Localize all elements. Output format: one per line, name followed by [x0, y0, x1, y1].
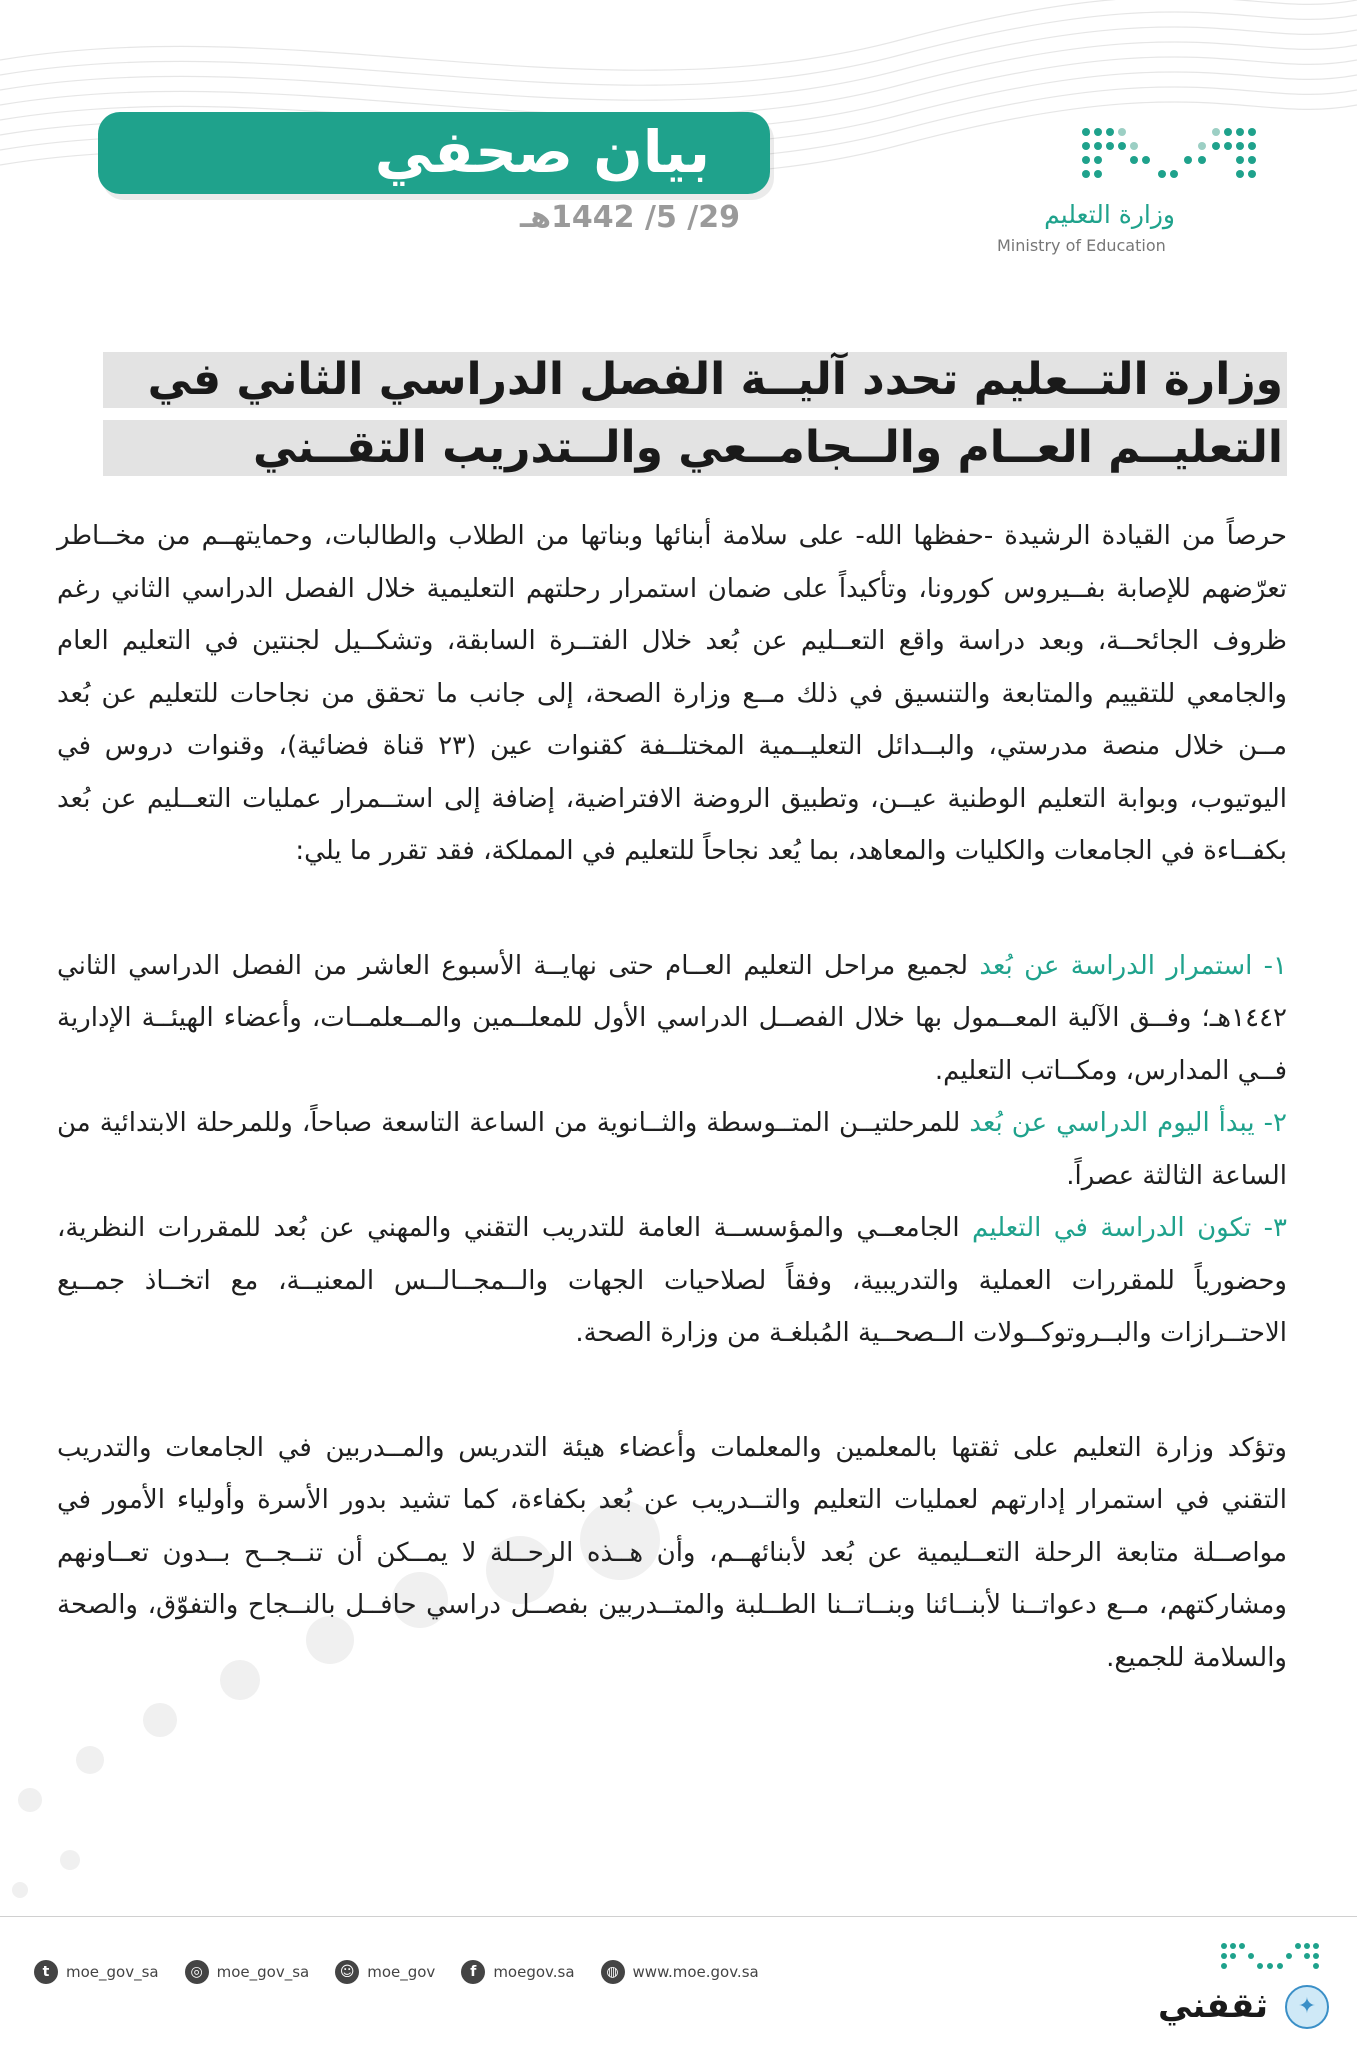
spacer	[57, 1360, 1287, 1422]
banner-title: بيان صحفي	[374, 118, 710, 186]
bulb-icon: ✦	[1285, 1985, 1329, 2029]
ministry-name-arabic: وزارة التعليم	[1044, 200, 1175, 229]
headline	[57, 352, 1287, 488]
decision-item-3-text: الجامعــي والمؤسســة العامة للتدريب التقني والمهني عن بُعد للمقررات النظرية، وحضورياً للمقررات العملية والتدريبية، وفقاً لصلاحيات الجهات والــمجــالــس المعنيــة، مع اتخــاذ جمــيع الاحتــرازات والبــروتوكــولات الــصحــية المُبلغـة من وزارة الصحة.	[57, 1213, 1287, 1348]
decision-item-2-text: للمرحلتيــن المتــوسطة والثــانوية من الساعة التاسعة صباحاً، وللمرحلة الابتدائية من الساعة الثالثة عصراً.	[57, 1108, 1287, 1191]
statement-body	[57, 510, 1287, 1684]
globe-icon: ◍	[601, 1960, 625, 1984]
closing-paragraph: وتؤكد وزارة التعليم على ثقتها بالمعلمين والمعلمات وأعضاء هيئة التدريس والمــدربين في الجامعات والتدريب التقني في استمرار إدارتهم لعمليات التعليم والتــدريب عن بُعد بكفاءة، كما تشيد بدور الأسرة وأولياء الأمور في مواصــلة متابعة الرحلة التعــليمية عن بُعد لأبنائهــم، وأن هــذه الرحــلة لا يمــكن أن تنــجــح بــدون تعــاونهم ومشاركتهم، مــع دعواتــنا لأبنــائنا وبنــاتــنا الطــلبة والمتــدربين بفصــل دراسي حافــل بالنــجاح والتفوّق، والصحة والسلامة للجميع.	[57, 1432, 1287, 1673]
decision-item-1-highlight: ١- استمرار الدراسة عن بُعد	[979, 950, 1288, 981]
footer-logo-icon	[1218, 1940, 1322, 1976]
decision-item-1-text: لجميع مراحل التعليم العــام حتى نهايــة الأسبوع العاشر من الفصل الدراسي الثاني ١٤٤٢هـ؛ وفــق الآلية المعــمول بها خلال الفصــل الدراسي الأول للمعلــمين والمــعلمــات، وأعضاء الهيئــة الإدارية فــي المدارس، ومكــاتب التعليم.	[57, 950, 1287, 1086]
intro-paragraph: حرصاً من القيادة الرشيدة -حفظها الله- على سلامة أبنائها وبناتها من الطلاب والطالبات، وحمايتهــم من مخــاطر تعرّضهم للإصابة بفــيروس كورونا، وتأكيداً على ضمان استمرار رحلتهم التعليمية خلال الفصل الدراسي الثاني رغم ظروف الجائحــة، وبعد دراسة واقع التعــليم عن بُعد خلال الفتــرة السابقة، وتشكــيل لجنتين في التعليم العام والجامعي للتقييم والمتابعة والتنسيق في ذلك مــع وزارة الصحة، إلى جانب ما تحقق من نجاحات للتعليم عن بُعد مــن خلال منصة مدرستي، والبــدائل التعليــمية المختلــفة كقنوات عين (٢٣ قناة فضائية)، وقنوات دروس في اليوتيوب، وبوابة التعليم الوطنية عيــن، وتطبيق الروضة الافتراضية، إضافة إلى استــمرار عمليات التعــليم عن بُعد بكفــاءة في الجامعات والكليات والمعاهد، بما يُعد نجاحاً للتعليم في المملكة، فقد تقرر ما يلي:	[57, 521, 1287, 866]
watermark-text: ثقفني	[1158, 1986, 1268, 2026]
instagram-icon: ◎	[185, 1960, 209, 1984]
snapchat-handle: moe_gov	[367, 1963, 436, 1981]
footer-divider	[0, 1916, 1357, 1917]
twitter-link[interactable]	[34, 1960, 159, 1984]
ministry-logo-icon	[1078, 124, 1264, 186]
twitter-handle: moe_gov_sa	[66, 1963, 159, 1981]
facebook-link[interactable]	[461, 1960, 574, 1984]
twitter-icon: t	[34, 1960, 58, 1984]
release-date: 29/ 5/ 1442هـ	[520, 200, 740, 235]
decision-item-3	[57, 1202, 1287, 1360]
facebook-icon: f	[461, 1960, 485, 1984]
footer-social-links	[34, 1960, 759, 1984]
decision-item-2	[57, 1097, 1287, 1202]
website-url: www.moe.gov.sa	[632, 1963, 759, 1981]
headline-line-2: التعليــم العــام والــجامــعي والــتدريب التقــني	[103, 420, 1287, 476]
press-release-banner	[98, 112, 770, 194]
decision-item-2-highlight: ٢- يبدأ اليوم الدراسي عن بُعد	[969, 1108, 1287, 1138]
ministry-name-english: Ministry of Education	[997, 236, 1166, 255]
headline-line-1: وزارة التــعليم تحدد آليــة الفصل الدراسي الثاني في	[103, 352, 1287, 408]
snapchat-icon: ☺	[335, 1960, 359, 1984]
instagram-link[interactable]	[185, 1960, 310, 1984]
instagram-handle: moe_gov_sa	[216, 1963, 310, 1981]
website-link[interactable]	[601, 1960, 759, 1984]
decision-item-3-highlight: ٣- تكون الدراسة في التعليم	[972, 1213, 1288, 1243]
snapchat-link[interactable]	[335, 1960, 435, 1984]
spacer	[57, 878, 1287, 940]
facebook-handle: moegov.sa	[493, 1963, 575, 1981]
decision-item-1	[57, 940, 1287, 1098]
